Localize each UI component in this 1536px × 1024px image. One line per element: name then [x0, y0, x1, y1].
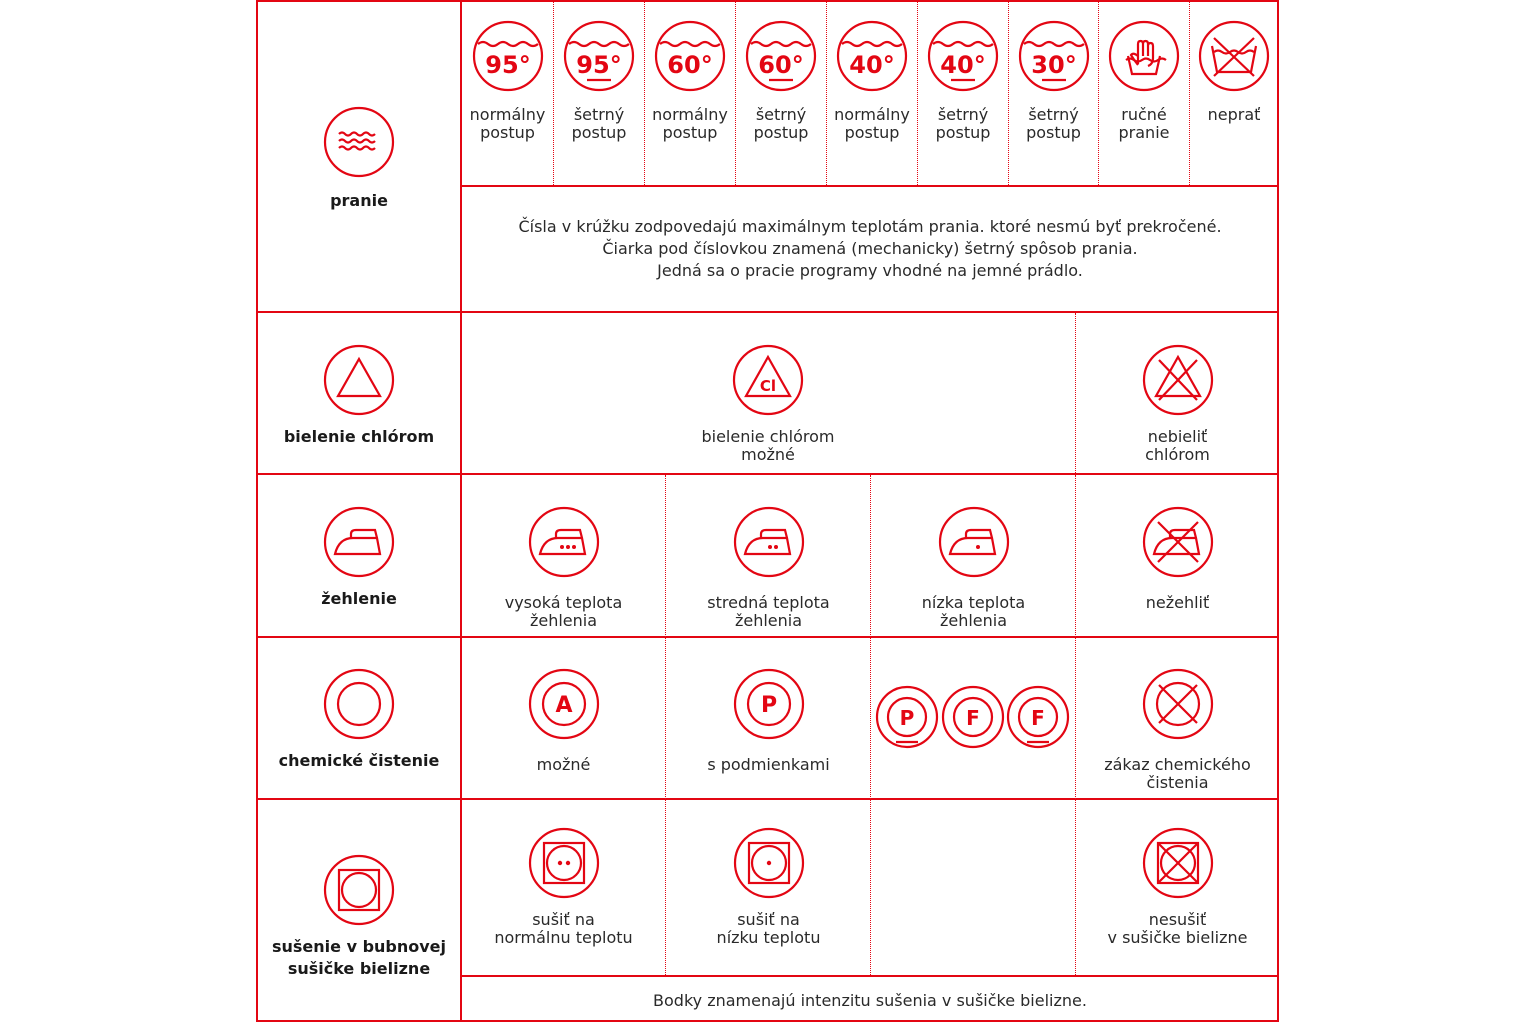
category-label: pranie — [330, 191, 388, 210]
row-divider — [256, 473, 1279, 475]
svg-text:P: P — [899, 706, 915, 730]
wash-label: postup — [1026, 123, 1081, 142]
cell-divider — [1075, 475, 1076, 975]
tumble-label: nesušiť — [1148, 910, 1207, 929]
do-not-wash-icon — [1198, 20, 1270, 92]
category-wash — [258, 106, 460, 212]
wash-60-gentle-icon — [745, 20, 817, 92]
triangle-icon — [323, 344, 395, 416]
iron-not-allowed — [1077, 506, 1278, 612]
iron-label: žehlenia — [529, 611, 598, 630]
iron-label: nízka teplota — [921, 593, 1026, 612]
wash-note-line: Čísla v krúžku zodpovedajú maximálnym teplotám prania. ktoré nesmú byť prekročené. — [518, 217, 1222, 236]
category-label: bielenie chlórom — [283, 427, 435, 446]
wash-label: postup — [662, 123, 718, 142]
tumble-low — [667, 827, 870, 947]
tumble-label: nízku teplotu — [716, 928, 821, 947]
dry-clean-a-icon — [528, 668, 600, 740]
dry-clean-label: čistenia — [1146, 773, 1209, 792]
wash-tub-icon — [323, 106, 395, 178]
category-tumble-dry — [258, 854, 460, 980]
dry-clean-label: možné — [536, 755, 591, 774]
wash-95-gentle-icon — [563, 20, 635, 92]
svg-text:60°: 60° — [667, 51, 713, 79]
wash-symbol-95-normal — [462, 20, 553, 142]
wash-40-gentle-icon — [927, 20, 999, 92]
bleach-label: nebieliť — [1147, 427, 1208, 446]
cell-divider — [665, 475, 666, 975]
wash-label: normálny — [652, 105, 728, 124]
iron-one-dot-icon — [938, 506, 1010, 578]
dry-clean-gentle-group — [876, 686, 1072, 750]
iron-label: žehlenia — [734, 611, 803, 630]
wash-label: šetrný — [1028, 105, 1079, 124]
iron-medium — [667, 506, 870, 630]
wash-label: šetrný — [755, 105, 807, 124]
svg-text:95°: 95° — [484, 51, 531, 79]
wash-60-icon — [654, 20, 726, 92]
no-dry-clean-icon — [1142, 668, 1214, 740]
tumble-dry-icon — [323, 854, 395, 926]
tumble-not-allowed — [1077, 827, 1278, 947]
category-dry-clean — [258, 668, 460, 772]
svg-text:40°: 40° — [940, 51, 986, 79]
wash-note — [462, 216, 1278, 282]
wash-label: šetrný — [573, 105, 625, 124]
wash-40-icon — [836, 20, 908, 92]
dry-clean-label: zákaz chemického — [1104, 755, 1251, 774]
category-label: chemické čistenie — [278, 751, 440, 770]
row-divider — [461, 975, 1279, 977]
cell-divider — [1075, 313, 1076, 473]
dry-clean-p — [667, 668, 870, 774]
dry-clean-a — [462, 668, 665, 774]
tumble-label: sušiť na — [532, 910, 595, 929]
iron-low — [872, 506, 1075, 630]
svg-text:30°: 30° — [1030, 51, 1077, 79]
category-bleach — [258, 344, 460, 448]
wash-label: postup — [571, 123, 627, 142]
tumble-two-dots-icon — [528, 827, 600, 899]
no-bleach-icon — [1142, 344, 1214, 416]
tumble-label: normálnu teplotu — [494, 928, 633, 947]
svg-text:F: F — [966, 706, 980, 730]
wash-symbol-hand — [1099, 20, 1189, 142]
bleach-label: možné — [741, 445, 795, 464]
wash-symbol-30-gentle — [1009, 20, 1098, 142]
wash-note-line: Čiarka pod číslovkou znamená (mechanicky) šetrný spôsob prania. — [602, 239, 1138, 258]
iron-three-dots-icon — [528, 506, 600, 578]
tumble-label: sušiť na — [737, 910, 800, 929]
row-divider — [461, 185, 1279, 187]
iron-icon — [323, 506, 395, 578]
wash-30-gentle-icon — [1018, 20, 1090, 92]
category-label: sušenie v bubnovej sušičke bielizne — [271, 937, 447, 978]
iron-label: vysoká teplota — [504, 593, 623, 612]
iron-label: žehlenia — [939, 611, 1008, 630]
tumble-note: Bodky znamenajú intenzitu sušenia v sušičke bielizne. — [653, 991, 1087, 1010]
wash-label: normálny — [469, 105, 546, 124]
dry-clean-gentle-icons — [876, 686, 1072, 750]
dry-clean-label: s podmienkami — [707, 755, 830, 774]
wash-label: postup — [844, 123, 900, 142]
bleach-not-allowed — [1077, 344, 1278, 464]
cell-divider — [870, 475, 871, 975]
chlorine-triangle-icon — [732, 344, 804, 416]
wash-label: šetrný — [937, 105, 989, 124]
svg-text:40°: 40° — [849, 51, 895, 79]
bleach-label: chlórom — [1145, 445, 1210, 464]
wash-symbol-60-normal — [645, 20, 735, 142]
iron-two-dots-icon — [733, 506, 805, 578]
svg-text:A: A — [554, 693, 573, 718]
row-divider — [256, 311, 1279, 313]
dry-clean-not-allowed — [1077, 668, 1278, 792]
iron-high — [462, 506, 665, 630]
svg-text:60°: 60° — [758, 51, 804, 79]
no-tumble-dry-icon — [1142, 827, 1214, 899]
svg-text:P: P — [760, 693, 777, 718]
wash-label: ručné — [1121, 105, 1167, 124]
tumble-normal — [462, 827, 665, 947]
row-divider — [256, 636, 1279, 638]
tumble-one-dot-icon — [733, 827, 805, 899]
hand-wash-icon — [1108, 20, 1180, 92]
bleach-allowed — [462, 344, 1074, 464]
wash-95-icon — [472, 20, 544, 92]
wash-note-line: Jedná sa o pracie programy vhodné na jemné prádlo. — [657, 261, 1083, 280]
iron-label: nežehliť — [1145, 593, 1210, 612]
svg-text:Cl: Cl — [759, 377, 777, 395]
iron-label: stredná teplota — [707, 593, 830, 612]
svg-text:95°: 95° — [576, 51, 622, 79]
category-iron — [258, 506, 460, 610]
wash-symbol-95-gentle — [554, 20, 644, 142]
dry-clean-circle-icon — [323, 668, 395, 740]
wash-label: postup — [935, 123, 991, 142]
row-divider — [256, 798, 1279, 800]
wash-symbol-40-normal — [827, 20, 917, 142]
svg-text:F: F — [1031, 706, 1045, 730]
wash-label: neprať — [1207, 105, 1261, 124]
tumble-label: v sušičke bielizne — [1107, 928, 1248, 947]
wash-label: pranie — [1118, 123, 1170, 142]
wash-symbol-40-gentle — [918, 20, 1008, 142]
category-label: žehlenie — [321, 589, 397, 608]
wash-label: postup — [480, 123, 535, 142]
wash-symbol-do-not-wash — [1190, 20, 1278, 124]
no-iron-icon — [1142, 506, 1214, 578]
wash-label: postup — [753, 123, 809, 142]
wash-label: normálny — [834, 105, 910, 124]
dry-clean-p-icon — [733, 668, 805, 740]
bleach-label: bielenie chlórom — [701, 427, 835, 446]
wash-symbol-60-gentle — [736, 20, 826, 142]
